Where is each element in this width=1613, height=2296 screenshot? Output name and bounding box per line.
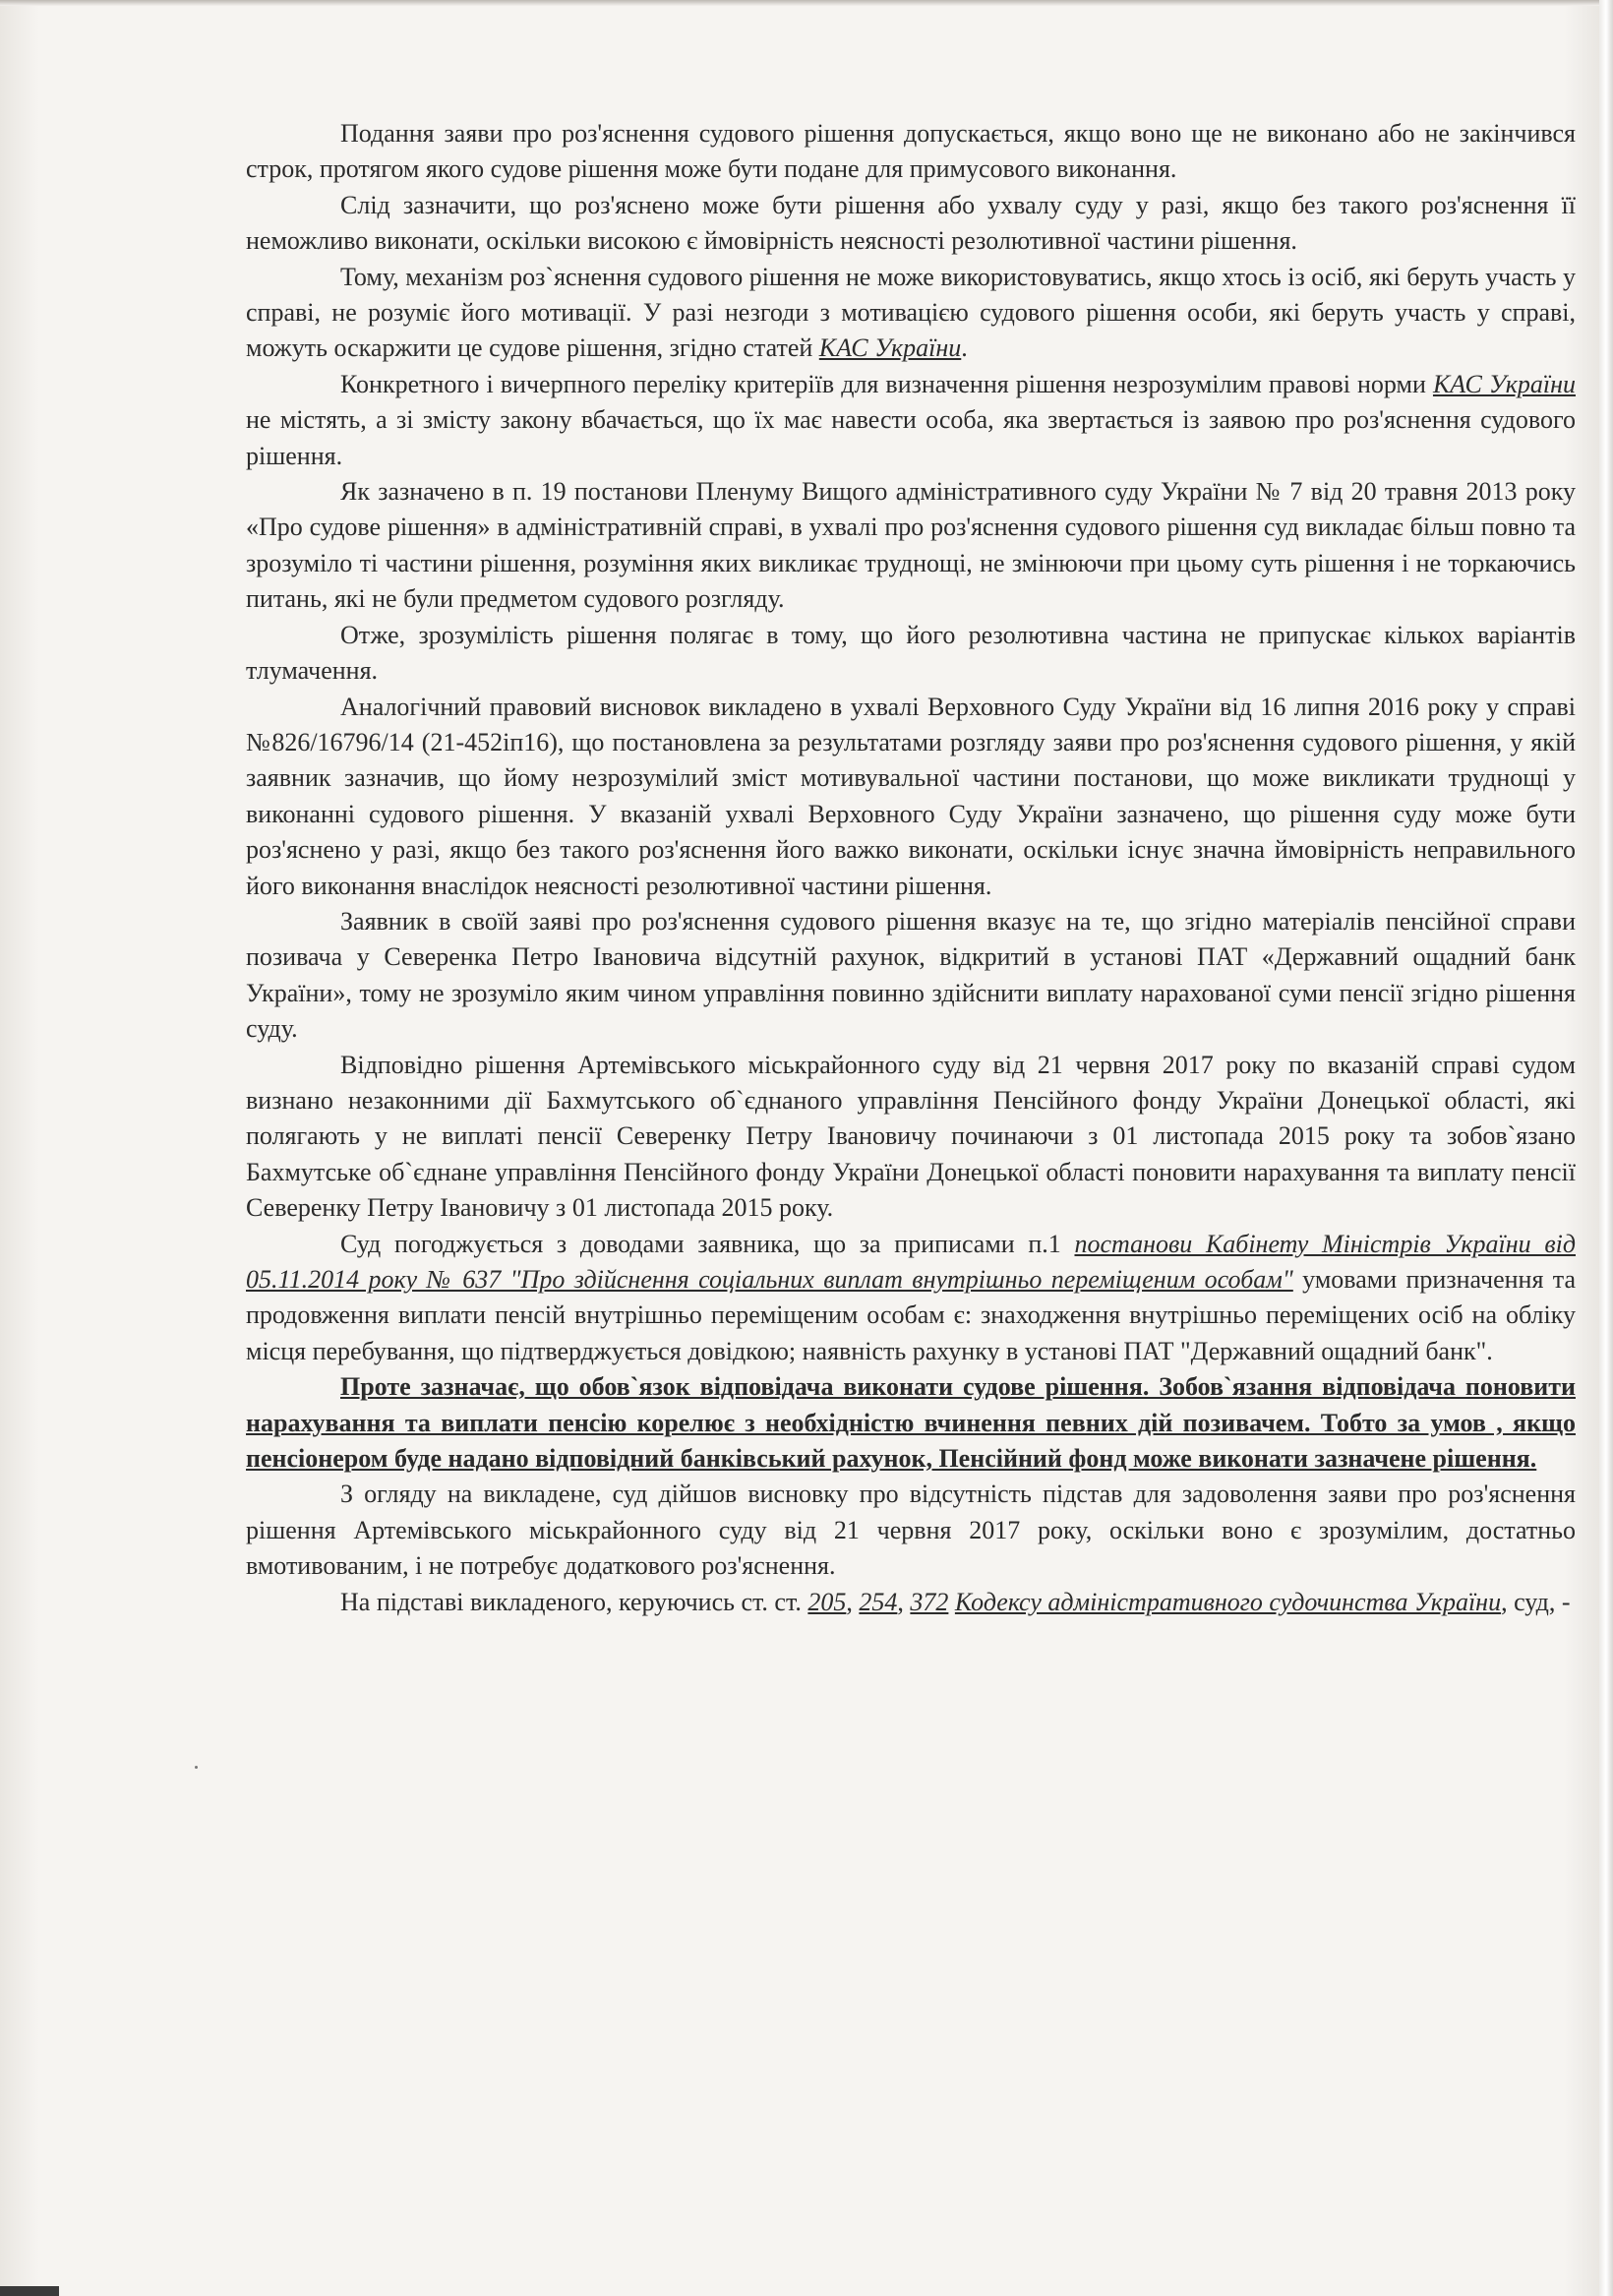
paragraph-text: На підставі викладеного, керуючись ст. ст. <box>340 1587 808 1616</box>
paragraph-text: не містять, а зі змісту закону вбачається, що їх має навести особа, яка звертається із заявою про роз'яснення судового рішення. <box>246 405 1576 470</box>
paragraph <box>246 904 1576 1048</box>
paragraph-text: Суд погоджується з доводами заявника, що за приписами п.1 <box>340 1229 1075 1258</box>
paragraph-text: . <box>961 333 968 363</box>
page-top-shadow <box>0 0 1613 6</box>
legal-reference-link[interactable]: 372 <box>910 1587 949 1616</box>
paragraph <box>246 260 1576 367</box>
paragraph-text: Заявник в своїй заяві про роз'яснення судового рішення вказує на те, що згідно матеріалів пенсійної справи позивача у Северенка Петро Івановича відсутній рахунок, відкритий в установі ПАТ «Державний ощадний банк України», тому не зрозуміло яким чином управління повинно здійснити виплату нарахованої суми пенсії згідно рішення суду. <box>246 906 1576 1044</box>
legal-reference-link[interactable]: 205 <box>807 1587 847 1616</box>
paragraph <box>246 1585 1576 1620</box>
paragraph <box>246 116 1576 188</box>
paragraph-text: Як зазначено в п. 19 постанови Пленуму Вищого адміністративного суду України № 7 від 20 травня 2013 року «Про судове рішення» в адміністративній справі, в ухвалі про роз'яснення судового рішення суд викладає більш повно та зрозуміло ті частини рішення, розуміння яких викликає труднощі, не змінюючи при цьому суть рішення і не торкаючись питань, які не були предметом судового розгляду. <box>246 477 1576 614</box>
paragraph-text: Відповідно рішення Артемівського міськрайонного суду від 21 червня 2017 року по вказаній справі судом визнано незаконними дії Бахмутського об`єднаного управління Пенсійного фонду України Донецької області, які полягають у не виплаті пенсії Северенку Петру Івановичу починаючи з 01 листопада 2015 року та зобов`язано Бахмутське об`єднане управління Пенсійного фонду України Донецької області поновити нарахування та виплату пенсії Северенку Петру Івановичу з 01 листопада 2015 року. <box>246 1050 1576 1223</box>
legal-reference-link[interactable]: 254 <box>859 1587 898 1616</box>
paragraph-text: , <box>897 1587 911 1616</box>
document-body <box>246 116 1576 1620</box>
paragraph-text: Слід зазначити, що роз'яснено може бути рішення або ухвалу суду у разі, якщо без такого роз'яснення її неможливо виконати, оскільки високою є ймовірність неясності резолютивної частини рішення. <box>246 190 1576 256</box>
legal-reference-link[interactable]: КАС України <box>818 333 962 363</box>
page-right-edge <box>1599 0 1613 2296</box>
legal-reference-link[interactable]: постанови Кабінету Міністрів України від 05.11.2014 року № 637 "Про здійснення соціальних виплат внутрішньо переміщеним особам" <box>246 1229 1576 1294</box>
paragraph <box>246 690 1576 904</box>
paragraph <box>246 474 1576 618</box>
paragraph-text: Конкретного і вичерпного переліку критеріїв для визначення рішення незрозумілим правові норми <box>340 369 1433 398</box>
paragraph-text: З огляду на викладене, суд дійшов висновку про відсутність підстав для задоволення заяви про роз'яснення рішення Артемівського міськрайонного суду від 21 червня 2017 року, оскільки воно є зрозумілим, достатньо вмотивованим, і не потребує додаткового роз'яснення. <box>246 1480 1576 1581</box>
paragraph-text: , <box>846 1587 860 1616</box>
scan-corner-mark <box>0 2286 59 2296</box>
legal-reference-link[interactable]: Кодексу адміністративного судочинства України <box>954 1587 1502 1616</box>
paragraph <box>246 618 1576 690</box>
paragraph <box>246 1227 1576 1370</box>
scan-speck <box>195 1766 198 1769</box>
paragraph-text: , суд, - <box>1501 1587 1571 1616</box>
paragraph-text: Тому, механізм роз`яснення судового рішення не може використовуватись, якщо хтось із осіб, які беруть участь у справі, не розуміє його мотивації. У разі незгоди з мотивацією судового рішення особи, які беруть участь у справі, можуть оскаржити це судове рішення, згідно статей <box>246 262 1576 363</box>
paragraph-text: Отже, зрозумілість рішення полягає в тому, що його резолютивна частина не припускає кількох варіантів тлумачення. <box>246 620 1576 686</box>
paragraph <box>246 1477 1576 1584</box>
paragraph <box>246 1048 1576 1227</box>
paragraph <box>246 1369 1576 1477</box>
paragraph <box>246 367 1576 474</box>
paragraph-text: Аналогічний правовий висновок викладено в ухвалі Верховного Суду України від 16 липня 2016 року у справі №826/16796/14 (21-452іп16), що постановлена за результатами розгляду заяви про роз'яснення судового рішення, у якій заявник зазначив, що йому незрозумілий зміст мотивувальної частини постанови, що може викликати труднощі у виконанні судового рішення. У вказаній ухвалі Верховного Суду України зазначено, що рішення суду може бути роз'яснено у разі, якщо без такого роз'яснення його важко виконати, оскільки існує значна ймовірність неправильного його виконання внаслідок неясності резолютивної частини рішення. <box>246 692 1576 900</box>
paragraph-text: Подання заяви про роз'яснення судового рішення допускається, якщо воно ще не виконано або не закінчився строк, протягом якого судове рішення може бути подане для примусового виконання. <box>246 119 1576 184</box>
paragraph <box>246 188 1576 260</box>
emphasized-text: Проте зазначає, що обов`язок відповідача виконати судове рішення. Зобов`язання відповідача поновити нарахування та виплати пенсію корелює з необхідністю вчинення певних дій позивачем. Тобто за умов , якщо пенсіонером буде надано відповідний банківський рахунок, Пенсійний фонд може виконати зазначене рішення. <box>246 1372 1576 1474</box>
legal-reference-link[interactable]: КАС України <box>1432 369 1576 398</box>
paragraph-text: умовами призначення та продовження виплати пенсій внутрішньо переміщеним особам є: знаходження внутрішньо переміщених осіб на обліку місця перебування, що підтверджується довідкою; наявність рахунку в установі ПАТ "Державний ощадний банк". <box>246 1265 1577 1365</box>
